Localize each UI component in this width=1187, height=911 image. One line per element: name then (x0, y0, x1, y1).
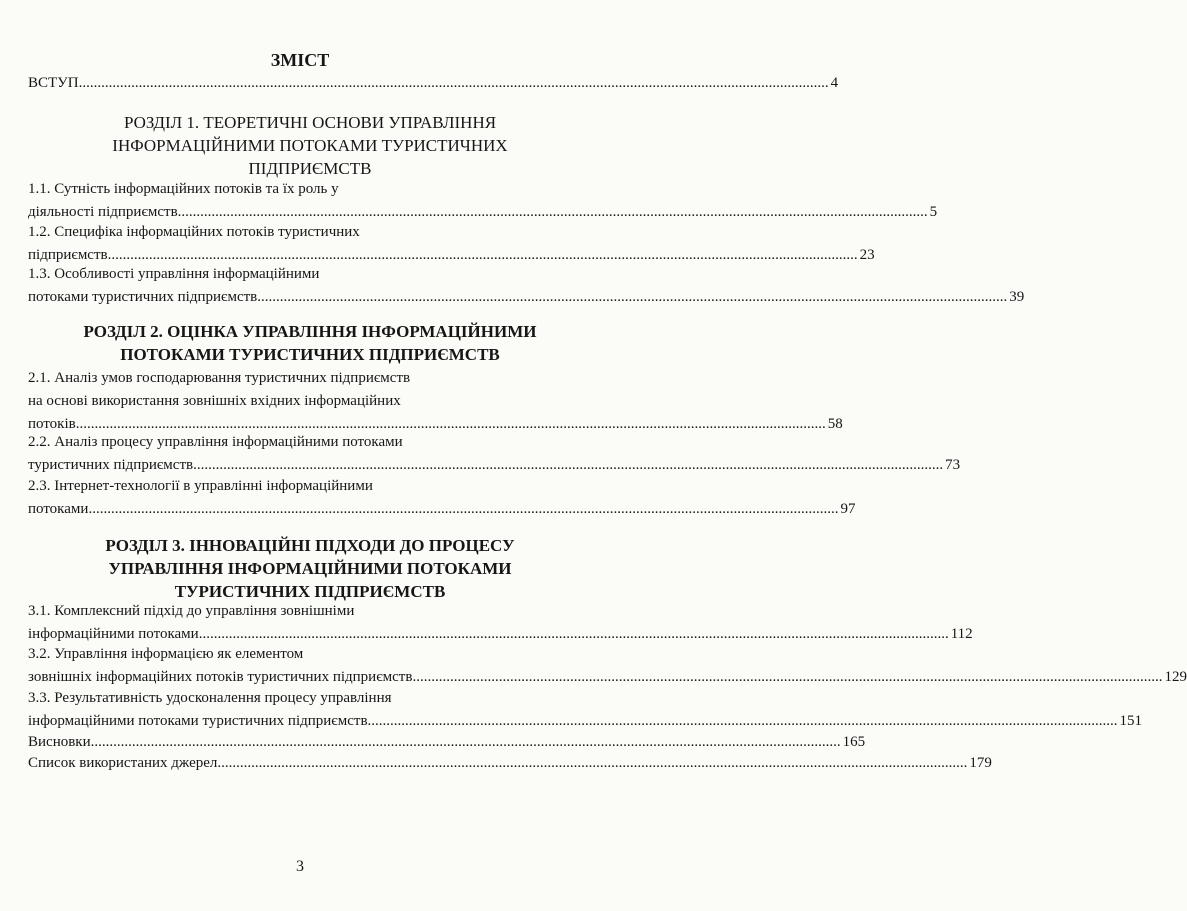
toc-entry-conclusions (28, 731, 866, 754)
toc-entry-line (28, 498, 856, 521)
toc-entry-2-2 (28, 431, 961, 477)
toc-entry-line (28, 710, 1143, 733)
toc-entry-label: ВСТУП (28, 75, 79, 91)
toc-entry-label: інформаційними потоками (28, 626, 199, 642)
toc-entry-line: 1.1. Сутність інформаційних потоків та їх роль у (28, 181, 339, 197)
section-heading-2 (40, 320, 580, 366)
toc-entry-label: потоків (28, 416, 76, 432)
toc-entry-page: 165 (842, 734, 866, 750)
toc-entry-page: 112 (950, 626, 973, 642)
toc-entry-label: діяльності підприємств (28, 204, 178, 220)
toc-entry-label: підприємств (28, 247, 108, 263)
toc-entry-label: потоками (28, 501, 89, 517)
toc-entry-line (28, 72, 839, 95)
leader-dots: ........................................................................................................................................................................................................ (78, 75, 829, 91)
section-heading-line: РОЗДІЛ 3. ІННОВАЦІЙНІ ПІДХОДИ ДО ПРОЦЕСУ (105, 536, 515, 555)
section-heading-line: ТУРИСТИЧНИХ ПІДПРИЄМСТВ (174, 582, 446, 601)
toc-entry-page: 129 (1164, 669, 1187, 685)
section-heading-3 (40, 534, 580, 603)
toc-entry-references (28, 752, 992, 775)
leader-dots: ........................................................................................................................................................................................................ (90, 734, 841, 750)
toc-entry-line: на основі використання зовнішніх вхідних інформаційних (28, 393, 401, 409)
page-number: 3 (296, 858, 304, 875)
section-heading-line: ПОТОКАМИ ТУРИСТИЧНИХ ПІДПРИЄМСТВ (120, 345, 500, 364)
toc-entry-line: 1.2. Специфіка інформаційних потоків туристичних (28, 224, 360, 240)
toc-entry-intro (28, 72, 839, 95)
leader-dots: ........................................................................................................................................................................................................ (198, 626, 949, 642)
toc-entry-line (28, 731, 866, 754)
leader-dots: ........................................................................................................................................................................................................ (193, 457, 944, 473)
toc-entry-2-1 (28, 367, 843, 436)
toc-entry-page: 97 (840, 501, 856, 517)
toc-entry-line: 3.3. Результативність удосконалення процесу управління (28, 690, 392, 706)
leader-dots: ........................................................................................................................................................................................................ (88, 501, 839, 517)
leader-dots: ........................................................................................................................................................................................................ (177, 204, 928, 220)
toc-entry-line: 3.1. Комплексний підхід до управління зовнішніми (28, 603, 355, 619)
section-heading-line: УПРАВЛІННЯ ІНФОРМАЦІЙНИМИ ПОТОКАМИ (108, 559, 512, 578)
toc-entry-label: туристичних підприємств (28, 457, 194, 473)
leader-dots: ........................................................................................................................................................................................................ (107, 247, 858, 263)
toc-entry-line: 3.2. Управління інформацією як елементом (28, 646, 304, 662)
toc-entry-line (28, 454, 961, 477)
toc-entry-1-2 (28, 221, 875, 267)
toc-entry-line (28, 752, 992, 775)
toc-entry-page: 73 (945, 457, 961, 473)
toc-entry-line (28, 666, 1187, 689)
leader-dots: ........................................................................................................................................................................................................ (257, 289, 1008, 305)
toc-entry-3-3 (28, 687, 1143, 733)
toc-entry-1-1 (28, 178, 938, 224)
toc-entry-page: 151 (1119, 713, 1143, 729)
toc-entry-label: потоками туристичних підприємств (28, 289, 258, 305)
toc-entry-page: 5 (929, 204, 938, 220)
toc-entry-page: 23 (859, 247, 875, 263)
toc-entry-page: 58 (827, 416, 843, 432)
section-heading-line: РОЗДІЛ 2. ОЦІНКА УПРАВЛІННЯ ІНФОРМАЦІЙНИМИ (83, 322, 537, 341)
toc-entry-label: Список використаних джерел (28, 755, 218, 771)
toc-entry-line: 1.3. Особливості управління інформаційними (28, 266, 320, 282)
section-heading-line: ПІДПРИЄМСТВ (248, 159, 372, 178)
leader-dots: ........................................................................................................................................................................................................ (75, 416, 826, 432)
leader-dots: ........................................................................................................................................................................................................ (217, 755, 968, 771)
leader-dots: ........................................................................................................................................................................................................ (412, 669, 1163, 685)
toc-entry-3-2 (28, 643, 1187, 689)
section-heading-line: РОЗДІЛ 1. ТЕОРЕТИЧНІ ОСНОВИ УПРАВЛІННЯ (123, 113, 497, 132)
toc-entry-page: 39 (1009, 289, 1025, 305)
section-heading-line: ІНФОРМАЦІЙНИМИ ПОТОКАМИ ТУРИСТИЧНИХ (112, 136, 508, 155)
toc-entry-1-3 (28, 263, 1025, 309)
leader-dots: ........................................................................................................................................................................................................ (367, 713, 1118, 729)
toc-entry-label: Висновки (28, 734, 91, 750)
toc-entry-2-3 (28, 475, 856, 521)
toc-entry-page: 179 (969, 755, 992, 771)
toc-entry-label: зовнішніх інформаційних потоків туристичних підприємств (28, 669, 413, 685)
toc-entry-label: інформаційними потоками туристичних підприємств (28, 713, 368, 729)
toc-entry-3-1 (28, 600, 973, 646)
toc-entry-line: 2.3. Інтернет-технології в управлінні інформаційними (28, 478, 373, 494)
toc-entry-line: 2.1. Аналіз умов господарювання туристичних підприємств (28, 370, 411, 386)
toc-entry-page: 4 (830, 75, 839, 91)
toc-entry-line (28, 286, 1025, 309)
toc-title: ЗМІСТ (270, 50, 330, 70)
section-heading-1 (40, 111, 580, 180)
toc-entry-line: 2.2. Аналіз процесу управління інформаційними потоками (28, 434, 403, 450)
